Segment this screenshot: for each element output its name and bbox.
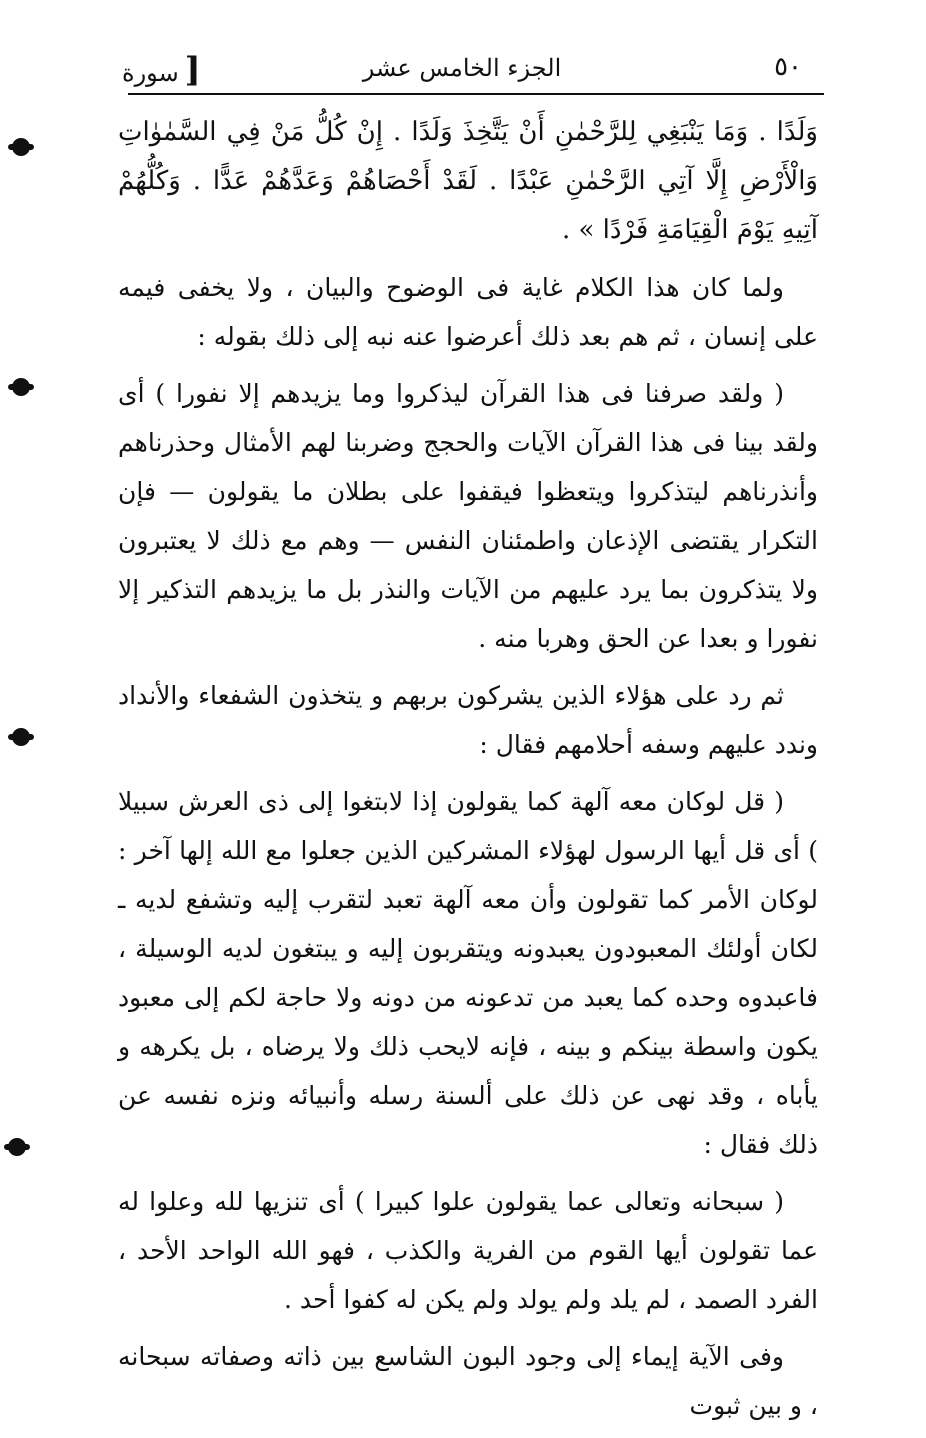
surah-label [122, 50, 201, 90]
page-header [122, 48, 802, 88]
paragraph: ثم رد على هؤلاء الذين يشركون بربهم و يتخذون الشفعاء والأنداد وندد عليهم وسفه أحلامهم فقال : [118, 681, 818, 759]
page-number: ٥٠ [774, 52, 802, 82]
quran-verse-continuation: وَلَدًا . وَمَا يَنْبَغِي لِلرَّحْمٰنِ أَنْ يَتَّخِذَ وَلَدًا . إِنْ كُلُّ مَنْ فِي السَّمٰوٰاتِ وَالْأَرْضِ إِلَّا آتِي الرَّحْمٰنِ عَبْدًا . لَقَدْ أَحْصَاهُمْ وَعَدَّهُمْ عَدًّا . وَكُلُّهُمْ آتِيهِ يَوْمَ الْقِيَامَةِ فَرْدًا » . [118, 117, 818, 245]
running-title: الجزء الخامس عشر [362, 54, 562, 82]
ink-blot-icon [12, 138, 30, 156]
ink-blot-icon [8, 1138, 26, 1156]
page-body [118, 108, 818, 1438]
paragraph: ( ولقد صرفنا فى هذا القرآن ليذكروا وما يزيدهم إلا نفورا ) أى ولقد بينا فى هذا القرآن الآيات والحجج وضربنا لهم الأمثال وحذرناهم وأنذرناهم ليتذكروا ويتعظوا فيقفوا على بطلان ما يقولون — فإن التكرار يقتضى الإذعان واطمئنان النفس — وهم مع ذلك لا يعتبرون ولا يتذكرون بما يرد عليهم من الآيات والنذر بل ما يزيدهم التذكير إلا نفورا و بعدا عن الحق وهربا منه . [118, 379, 818, 653]
surah-label-text: سورة [122, 59, 179, 87]
paragraph: ولما كان هذا الكلام غاية فى الوضوح والبيان ، ولا يخفى فيمه على إنسان ، ثم هم بعد ذلك أعرضوا عنه نبه إلى ذلك بقوله : [118, 273, 818, 351]
header-rule [128, 93, 824, 95]
bracket-icon: [ [184, 50, 201, 90]
paragraph: وفى الآية إيماء إلى وجود البون الشاسع بين ذاته وصفاته سبحانه ، و بين ثبوت [118, 1342, 818, 1420]
ink-blot-icon [12, 728, 30, 746]
ink-blot-icon [12, 378, 30, 396]
paragraph: ( سبحانه وتعالى عما يقولون علوا كبيرا ) أى تنزيها لله وعلوا له عما تقولون أيها القوم من الفرية والكذب ، فهو الله الواحد الأحد ، الفرد الصمد ، لم يلد ولم يولد ولم يكن له كفوا أحد . [118, 1187, 818, 1314]
paragraph: ( قل لوكان معه آلهة كما يقولون إذا لابتغوا إلى ذى العرش سبيلا ) أى قل أيها الرسول لهؤلاء المشركين الذين جعلوا مع الله إلها آخر : لوكان الأمر كما تقولون وأن معه آلهة تعبد لتقرب إليه وتشفع لديه ـ لكان أولئك المعبودون يعبدونه ويتقربون إليه و يبتغون لديه الوسيلة ، فاعبدوه وحده كما يعبد من تدعونه من دونه ولا حاجة لكم إلى معبود يكون واسطة بينكم و بينه ، فإنه لايحب ذلك ولا يرضاه ، بل يكرهه و يأباه ، وقد نهى عن ذلك على ألسنة رسله وأنبيائه ونزه نفسه عن ذلك فقال : [118, 787, 818, 1159]
